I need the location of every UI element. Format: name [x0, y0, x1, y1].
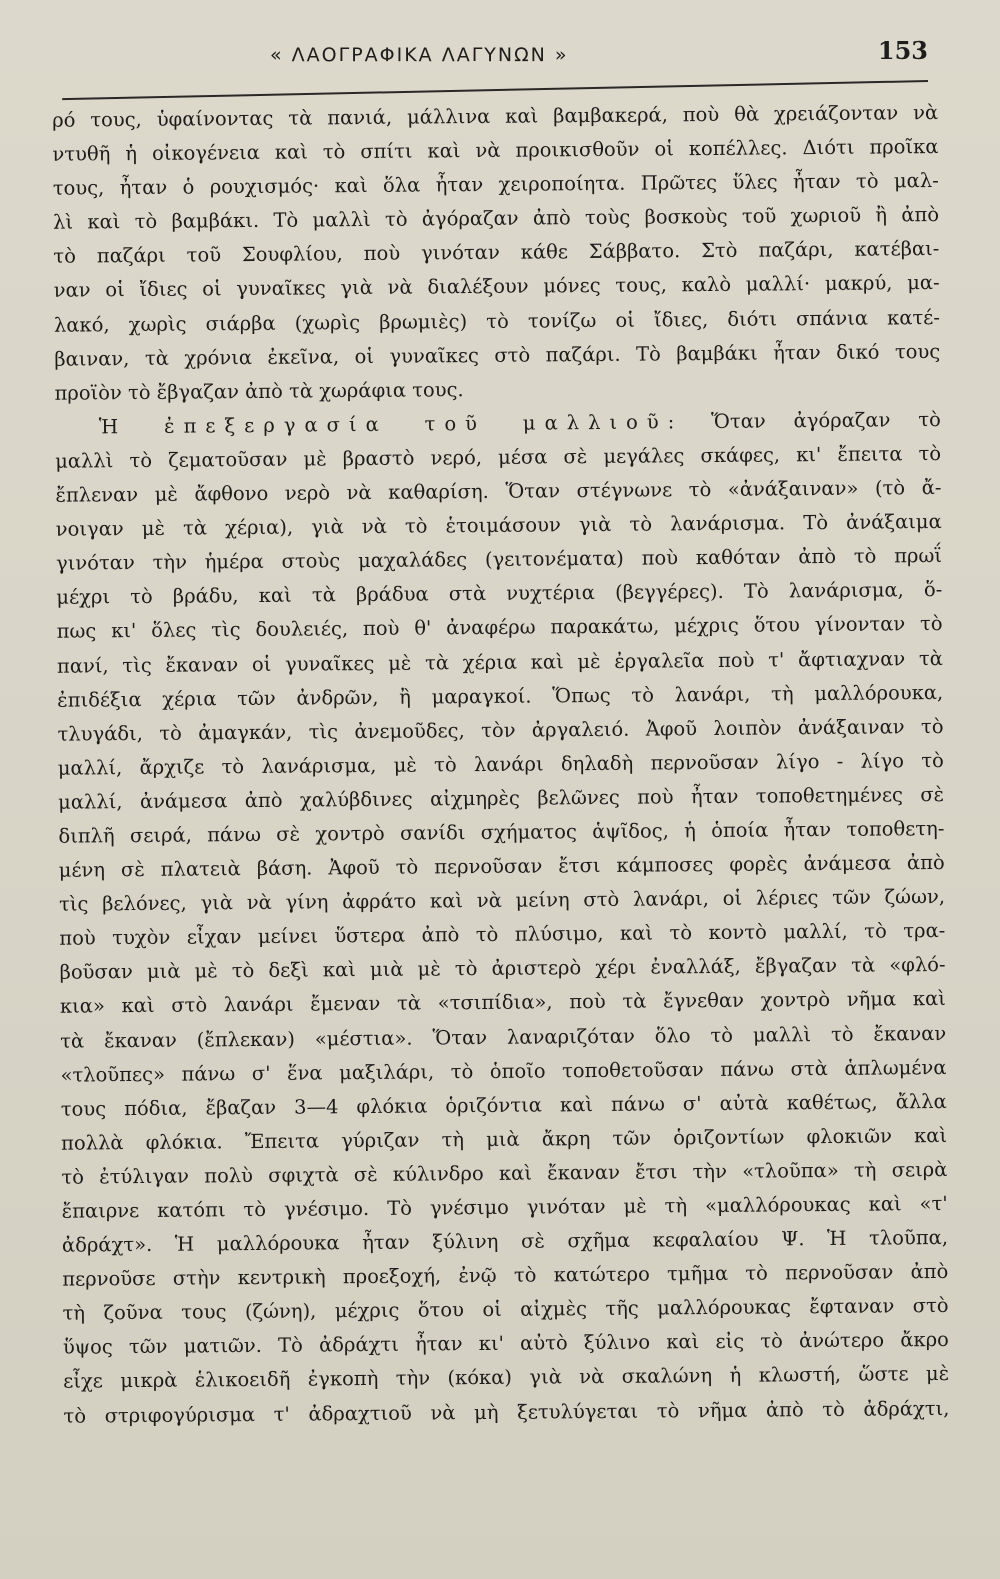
text-line: τους, ἦταν ὁ ρουχισμός· καὶ ὅλα ἦταν χειροποίητα. Πρῶτες ὕλες ἦταν τὸ μαλ- — [52, 169, 939, 200]
text-line: πως κι' ὅλες τὶς δουλειές, ποὺ θ' ἀναφέρω παρακάτω, μέχρις ὅτου γίνονταν τὸ — [56, 612, 943, 644]
text-line: τὸ παζάρι τοῦ Σουφλίου, ποὺ γινόταν κάθε Σάββατο. Στὸ παζάρι, κατέβαι- — [53, 237, 940, 269]
text-line: πανί, τὶς ἔκαναν οἱ γυναῖκες μὲ τὰ χέρια καὶ μὲ ἐργαλεῖα ποὺ τ' ἄφτιαχναν τὰ — [56, 646, 944, 678]
paragraph-epexergasia — [55, 403, 950, 1434]
text-line: τὰ ἔκαναν (ἔπλεκαν) «μέστια». Ὅταν λαναριζόταν ὅλο τὸ μαλλὶ τὸ ἔκαναν — [60, 1021, 947, 1053]
text-line: μαλλὶ τὸ ζεματοῦσαν μὲ βραστὸ νερό, μέσα σὲ μεγάλες σκάφες, κι' ἔπειτα τὸ — [55, 441, 942, 473]
text-line: βοῦσαν μιὰ μὲ τὸ δεξὶ καὶ μιὰ μὲ τὸ ἀριστερὸ χέρι ἐναλλάξ, ἔβγαζαν τὰ «φλό- — [59, 953, 946, 985]
text-line: μένη σὲ πλατειὰ βάση. Ἀφοῦ τὸ περνοῦσαν ἔτσι κάμποσες φορὲς ἀνάμεσα ἀπὸ — [58, 851, 945, 882]
text-line: ἔπλεναν μὲ ἄφθονο νερὸ νὰ καθαρίση. Ὅταν στέγνωνε τὸ «ἀνάξαιναν» (τὸ ἄ- — [55, 476, 942, 507]
text-line: ἐπιδέξια χέρια τῶν ἀνδρῶν, ἢ μαραγκοί. Ὅπως τὸ λανάρι, τὴ μαλλόρουκα, — [57, 680, 944, 712]
text-line: μέχρι τὸ βράδυ, καὶ τὰ βράδυα στὰ νυχτέρια (βεγγέρες). Τὸ λανάρισμα, ὅ- — [56, 578, 943, 610]
text-line: τὸ ἐτύλιγαν πολὺ σφιχτὰ σὲ κύλινδρο καὶ ἔκαναν ἔτσι τὴν «τλοῦπα» τὴ σειρὰ — [61, 1157, 948, 1189]
text-line: διπλῆ σειρά, πάνω σὲ χοντρὸ σανίδι σχήματος ἁψῖδος, ἡ ὁποία ἦταν τοποθετη- — [58, 816, 945, 848]
text-line: τὸ στριφογύρισμα τ' ἀδραχτιοῦ νὰ μὴ ξετυλύγεται τὸ νῆμα ἀπὸ τὸ ἀδράχτι, — [63, 1396, 950, 1428]
text-line: ἔπαιρνε κατόπι τὸ γνέσιμο. Τὸ γνέσιμο γινόταν μὲ τὴ «μαλλόρουκας καὶ «τ' — [61, 1191, 948, 1223]
running-head-title: « ΛΑΟΓΡΑΦΙΚΑ ΛΑΓΥΝΩΝ » — [270, 44, 569, 66]
text-line: βαιναν, τὰ χρόνια ἐκεῖνα, οἱ γυναῖκες στὸ παζάρι. Τὸ βαμβάκι ἦταν δικό τους — [54, 339, 941, 371]
text-line: λὶ καὶ τὸ βαμβάκι. Τὸ μαλλὶ τὸ ἀγόραζαν ἀπὸ τοὺς βοσκοὺς τοῦ χωριοῦ ἢ ἀπὸ — [52, 203, 940, 235]
text-line: «τλοῦπες» πάνω σ' ἕνα μαξιλάρι, τὸ ὁποῖο τοποθετοῦσαν πάνω στὰ ἁπλωμένα — [60, 1055, 947, 1087]
text-line: εἶχε μικρὰ ἑλικοειδῆ ἐγκοπὴ τὴν (κόκα) γιὰ νὰ σκαλώνη ἡ κλωστή, ὥστε μὲ — [63, 1362, 950, 1394]
text-line: ποὺ τυχὸν εἶχαν μείνει ὕστερα ἀπὸ τὸ πλύσιμο, καὶ τὸ κοντὸ μαλλί, τὸ τρα- — [59, 919, 946, 950]
body-text — [52, 96, 950, 1433]
section-first-line-rest: Ὅταν ἀγόραζαν τὸ — [711, 407, 941, 433]
text-line: ρό τους, ὑφαίνοντας τὰ πανιά, μάλλινα καὶ βαμβακερά, ποὺ θὰ χρειάζονταν νὰ — [52, 100, 939, 132]
text-line: μαλλί, ἀνάμεσα ἀπὸ χαλύβδινες αἰχμηρὲς βελῶνες ποὺ ἦταν τοποθετημένες σὲ — [58, 782, 945, 814]
text-line: γινόταν τὴν ἡμέρα στοὺς μαχαλάδες (γειτονέματα) ποὺ καθόταν ἀπὸ τὸ πρωΐ — [55, 544, 943, 575]
text-line: ὕψος τῶν ματιῶν. Τὸ ἀδράχτι ἦταν κι' αὐτὸ ξύλινο καὶ εἰς τὸ ἀνώτερο ἄκρο — [62, 1328, 949, 1360]
page-number: 153 — [877, 36, 928, 65]
text-line: ἀδράχτ». Ἡ μαλλόρουκα ἦταν ξύλινη σὲ σχῆμα κεφαλαίου Ψ. Ἡ τλοῦπα, — [61, 1226, 949, 1257]
text-line: τὴ ζοῦνα τους (ζώνη), μέχρις ὅτου οἱ αἰχμὲς τῆς μαλλόρουκας ἔφταναν στὸ — [62, 1294, 949, 1325]
text-line: τλυγάδι, τὸ ἀμαγκάν, τὶς ἀνεμοῦδες, τὸν ἀργαλειό. Ἀφοῦ λοιπὸν ἀνάξαιναν τὸ — [57, 714, 944, 746]
text-line: τους πόδια, ἔβαζαν 3—4 φλόκια ὁριζόντια καὶ πάνω σ' αὐτὰ καθέτως, ἄλλα — [60, 1089, 947, 1121]
text-line: τὶς βελόνες, γιὰ νὰ γίνη ἀφράτο καὶ νὰ μείνη στὸ λανάρι, οἱ λέριες τῶν ζώων, — [58, 885, 946, 916]
text-line: προϊὸν τὸ ἔβγαζαν ἀπὸ τὰ χωράφια τους. — [54, 377, 464, 405]
text-line: ντυθῆ ἡ οἰκογένεια καὶ τὸ σπίτι καὶ νὰ προικισθοῦν οἱ κοπέλλες. Διότι προῖκα — [52, 135, 939, 166]
text-line: πολλὰ φλόκια. Ἔπειτα γύριζαν τὴ μιὰ ἄκρη τῶν ὁριζοντίων φλοκιῶν καὶ — [61, 1123, 948, 1155]
section-heading-lead: Ἡ ἐπεξεργασία τοῦ μαλλιοῦ: — [98, 410, 684, 439]
text-line: ναν οἱ ἴδιες οἱ γυναῖκες γιὰ νὰ διαλέξουν μόνες τους, καλὸ μαλλί· μακρύ, μα- — [53, 271, 940, 303]
text-line: νοιγαν μὲ τὰ χέρια), γιὰ νὰ τὸ ἑτοιμάσουν γιὰ τὸ λανάρισμα. Τὸ ἀνάξαιμα — [55, 510, 942, 541]
text-line: κια» καὶ στὸ λανάρι ἔμεναν τὰ «τσιπίδια», ποὺ τὰ ἔγνεθαν χοντρὸ νῆμα καὶ — [59, 987, 946, 1019]
text-line: μαλλί, ἄρχιζε τὸ λανάρισμα, μὲ τὸ λανάρι δηλαδὴ περνοῦσαν λίγο - λίγο τὸ — [57, 748, 944, 780]
text-line: λακό, χωρὶς σιάρβα (χωρὶς βρωμιὲς) τὸ τονίζω οἱ ἴδιες, διότι σπάνια κατέ- — [53, 305, 941, 337]
paragraph-ruchismos — [52, 96, 941, 411]
text-line: περνοῦσε στὴν κεντρικὴ προεξοχή, ἐνῷ τὸ κατώτερο τμῆμα τὸ περνοῦσαν ἀπὸ — [62, 1260, 949, 1291]
